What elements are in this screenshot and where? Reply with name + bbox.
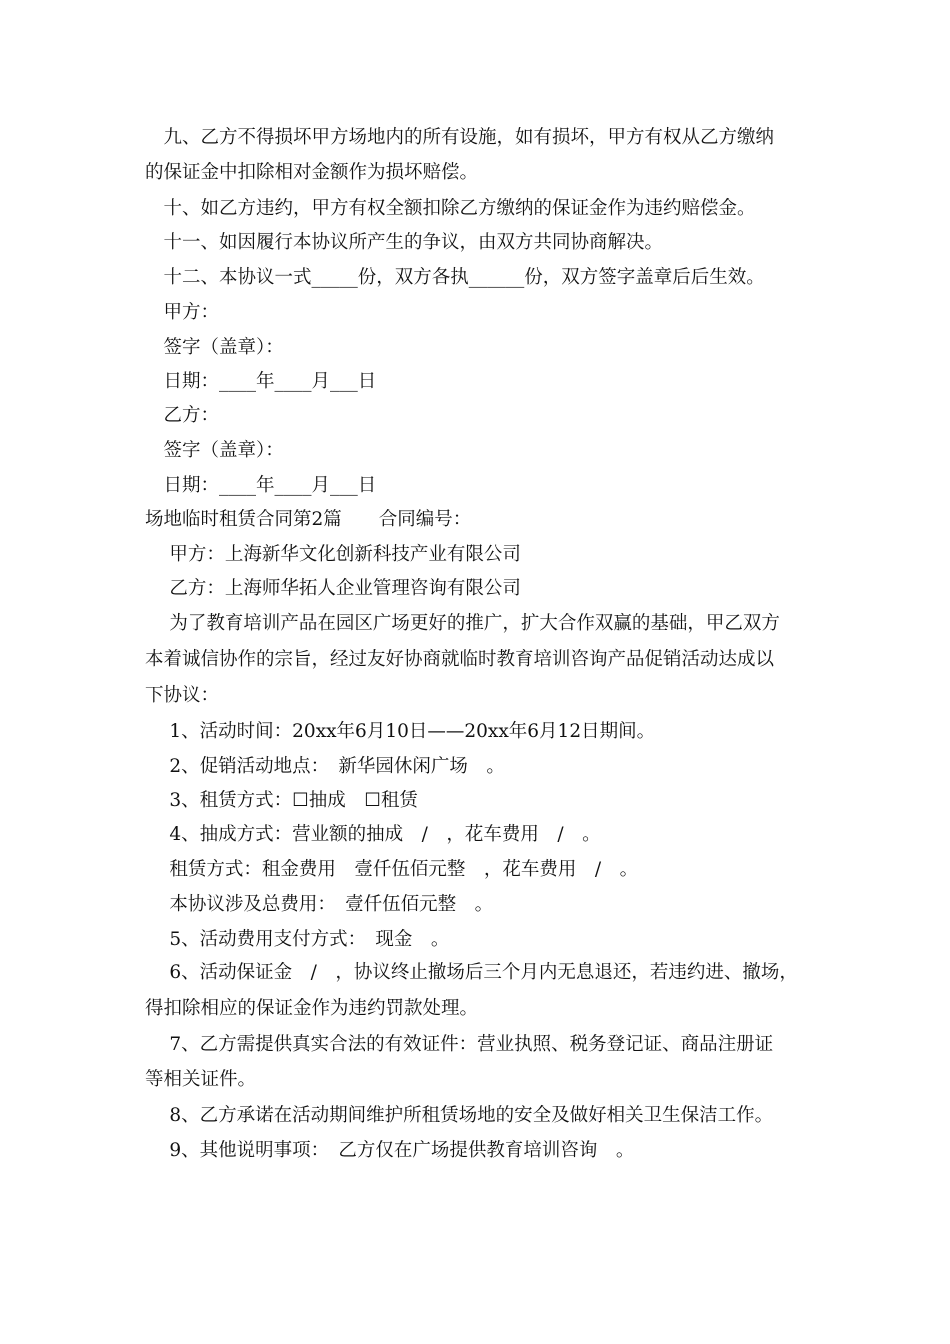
text-line: 3、租赁方式：☐抽成 ☐租赁 xyxy=(145,790,418,811)
text-line: 签字（盖章）： xyxy=(145,337,284,358)
text-line: 十、如乙方违约，甲方有权全额扣除乙方缴纳的保证金作为违约赔偿金。 xyxy=(145,198,756,219)
text-line: 5、活动费用支付方式： 现金 。 xyxy=(145,929,450,950)
text-line: 十一、如因履行本协议所产生的争议，由双方共同协商解决。 xyxy=(145,232,664,253)
text-line: 9、其他说明事项： 乙方仅在广场提供教育培训咨询 。 xyxy=(145,1140,635,1161)
text-line: 的保证金中扣除相对金额作为损坏赔偿。 xyxy=(145,162,479,183)
text-line: 本协议涉及总费用： 壹仟伍佰元整 。 xyxy=(145,894,494,915)
text-line: 乙方： xyxy=(145,405,220,426)
text-line: 8、乙方承诺在活动期间维护所租赁场地的安全及做好相关卫生保洁工作。 xyxy=(145,1105,774,1126)
text-line: 1、活动时间：20xx年6月10日——20xx年6月12日期间。 xyxy=(145,721,656,742)
section-title: 场地临时租赁合同第2篇 合同编号： xyxy=(145,509,472,530)
text-line: 乙方：上海师华拓人企业管理咨询有限公司 xyxy=(145,578,521,599)
text-line: 签字（盖章）： xyxy=(145,440,284,461)
text-line: 7、乙方需提供真实合法的有效证件：营业执照、税务登记证、商品注册证 xyxy=(145,1034,774,1055)
text-line: 甲方： xyxy=(145,302,220,323)
text-line: 甲方：上海新华文化创新科技产业有限公司 xyxy=(145,544,521,565)
text-line: 等相关证件。 xyxy=(145,1069,257,1090)
text-line: 本着诚信协作的宗旨，经过友好协商就临时教育培训咨询产品促销活动达成以 xyxy=(145,649,775,670)
text-line: 下协议： xyxy=(145,685,220,706)
text-line: 日期：____年____月___日 xyxy=(145,475,377,496)
text-line: 租赁方式：租金费用 壹仟伍佰元整 ，花车费用 / 。 xyxy=(145,859,639,880)
text-line: 十二、本协议一式_____份，双方各执______份，双方签字盖章后后生效。 xyxy=(145,267,765,288)
text-line: 为了教育培训产品在园区广场更好的推广，扩大合作双赢的基础，甲乙双方 xyxy=(145,613,780,634)
text-line: 九、乙方不得损坏甲方场地内的所有设施，如有损坏，甲方有权从乙方缴纳 xyxy=(145,127,775,148)
text-line: 6、活动保证金 / ，协议终止撤场后三个月内无息退还，若违约进、撤场， xyxy=(145,962,798,983)
text-line: 得扣除相应的保证金作为违约罚款处理。 xyxy=(145,998,479,1019)
text-line: 日期：____年____月___日 xyxy=(145,371,377,392)
text-line: 4、抽成方式：营业额的抽成 / ，花车费用 / 。 xyxy=(145,824,601,845)
text-line: 2、促销活动地点： 新华园休闲广场 。 xyxy=(145,756,505,777)
